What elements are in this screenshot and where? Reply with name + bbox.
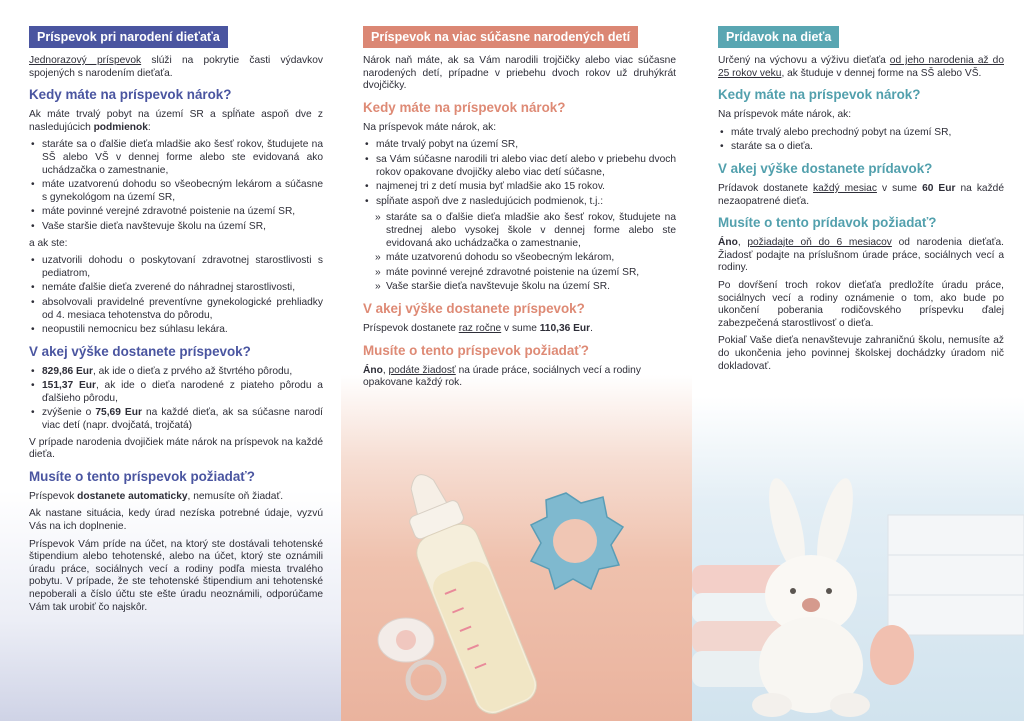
amount-text: , ak ide o dieťa z prvého až štvrtého pôrodu, [92,365,293,377]
paragraph-2: Po dovŕšení troch rokov dieťaťa predložíte úradu práce, sociálnych vecí a rodiny oznámenie o tom, ako bude po ukončení poberania rodičovského príspevku ďalej zabezpečená starostlivosť o dieťa. [718,279,1004,329]
list-item: • staráte sa o dieťa. [718,141,1004,154]
list-item: • máte trvalý pobyt na území SR, [363,139,676,152]
paragraph-3: Pokiaľ Vaše dieťa nenavštevuje zahraničnú školu, nemusíte až do ukončenia jeho povinnej školskej dochádzky úradom nič dokladovať. [718,335,1004,372]
intro-end: , ak študuje v dennej forme na SŠ alebo VŠ. [781,67,982,79]
claim-intro-text: Ak máte trvalý pobyt na území SR a spĺňate aspoň dve z nasledujúcich [29,109,323,133]
apply-post: , nemusíte oň žiadať. [187,490,284,502]
list-item: • sa Vám súčasne narodili tri alebo viac detí alebo v priebehu dvoch rokov opakovane dvojičky alebo viac detí súčasne, [363,154,676,179]
bunny-toy-icon [752,475,870,717]
intro-link: od jeho narodenia až do 25 rokov veku [718,55,1004,79]
amount-value: 151,37 Eur [42,380,96,392]
heading-claim: Kedy máte na príspevok nárok? [718,87,921,103]
apply-pre: Príspevok [29,490,78,502]
claim-intro-bold: podmienok [93,121,148,133]
dresser-icon [888,515,1024,635]
list-item: • máte trvalý alebo prechodný pobyt na území SR, [718,127,1004,140]
conditions-list [29,139,323,233]
amounts-list [29,366,323,433]
subconditions-list [373,212,676,294]
conditions2-list [29,255,323,337]
amount-end: na každé nezaopatrené dieťa. [718,182,1005,207]
column-birth-allowance [0,0,341,721]
column-multiple-births [341,0,692,721]
list-item: » máte uzatvorenú dohodu so všeobecným lekárom, [373,252,676,265]
intro-paragraph [29,55,323,80]
heading-apply: Musíte o tento príspevok požiadať? [29,468,255,484]
baby-bottle-illustration [341,455,692,721]
heading-amount: V akej výške dostanete prídavok? [718,160,933,176]
list-item: » Vaše staršie dieťa navštevuje školu na území SR. [373,281,676,294]
bunny-illustration [692,455,1024,721]
section-tag: Príspevok pri narodení dieťaťa [29,26,228,48]
list-item: • staráte sa o ďalšie dieťa mladšie ako šesť rokov, študujete na SŠ alebo VŠ v dennej forme alebo ste evidovaná ako uchádzačka o zamestnanie, [29,139,323,177]
intro-link: Jednorazový príspevok [29,55,142,66]
pacifier-icon [378,618,444,698]
list-item: » máte povinné verejné zdravotné poistenie na území SR, [373,267,676,280]
intro-paragraph [718,55,1004,80]
apply-paragraph-3: Príspevok Vám príde na účet, na ktorý ste dostávali tehotenské štipendium alebo tehotenské, alebo na účet, ktorý ste oznámili úradu práce, sociálnych vecí a rodiny podľa miesta trvalého pobytu. V prípade, že ste tehotenské štipendium ani tehotenské nepoberali a číslo účtu ste ešte úradu neoznámili, odporúčame Vám tak urobiť čo najskôr. [29,538,323,613]
list-item [29,380,323,405]
amount-text: , ak ide o dieťa narodené z piateho pôrodu a ďalšieho pôrodu, [42,380,323,404]
bottle-icon [389,463,542,719]
column-child-allowance [692,0,1024,721]
amount-value: 75,69 Eur [95,407,142,419]
apply-mid: , [382,364,389,376]
apply-paragraph [718,237,1004,275]
list-item: • absolvovali pravidelné preventívne gynekologické prehliadky od 4. mesiaca tehotenstva do pôrodu, [29,297,323,322]
apply-bold: Áno [718,237,738,249]
amount-value: 829,86 Eur [42,365,93,377]
intro-text: slúži na pokrytie časti výdavkov spojených s narodením dieťaťa. [29,55,323,79]
list-item: • Vaše staršie dieťa navštevuje školu na území SR, [29,221,323,234]
claim-intro: Na príspevok máte nárok, ak: [718,109,852,121]
twins-note: V prípade narodenia dvojičiek máte nárok na príspevok na každé dieťa. [29,436,323,461]
list-item [29,366,323,379]
list-item: • spĺňate aspoň dve z nasledujúcich podmienok, t.j.: [363,196,676,209]
list-item: • máte povinné verejné zdravotné poistenie na území SR, [29,206,323,219]
apply-paragraph [29,491,323,504]
amount-link: raz ročne [458,322,502,334]
amount-value: 110,36 Eur [539,322,591,334]
apply-link: podáte žiadosť [388,364,456,376]
list-item: • uzatvorili dohodu o poskytovaní zdravotnej starostlivosti s pediatrom, [29,255,323,280]
amount-pre: Prídavok dostanete [718,182,814,194]
plush-toy-icon [870,625,914,685]
amount-value: 60 Eur [922,182,956,194]
list-item: • nemáte ďalšie dieťa zverené do náhradnej starostlivosti, [29,282,323,295]
heading-apply: Musíte o tento prídavok požiadať? [718,215,937,231]
apply-paragraph-2: Ak nastane situácia, kedy úrad nezíska potrebné údaje, vyzvú Vás na ich doplnenie. [29,508,323,533]
amount-pre: zvýšenie o [42,407,96,419]
amount-paragraph [363,323,676,336]
claim-intro [29,109,323,134]
apply-end: od narodenia dieťaťa. Žiadosť podajte na príslušnom úrade práce, sociálnych vecí a rodiny. [718,237,1004,274]
amount-link: každý mesiac [813,182,877,194]
conditions-list [718,127,1004,154]
amount-mid: v sume [876,182,923,194]
list-item: • neopustili nemocnicu bez súhlasu lekára. [29,324,323,337]
list-item [29,407,323,432]
list-item: » staráte sa o ďalšie dieťa mladšie ako šesť rokov, študujete na strednej alebo vysokej škole v dennej forme alebo ste evidovaná ako uchádzačka o zamestnanie, [373,212,676,250]
intro-paragraph: Nárok naň máte, ak sa Vám narodili trojčičky alebo viac súčasne narodených detí, prípadne v priebehu dvoch rokov už druhýkrát dvojčičky. [363,55,676,92]
heading-claim: Kedy máte na príspevok nárok? [29,87,232,103]
heading-amount: V akej výške dostanete príspevok? [363,300,585,316]
apply-end: na úrade práce, sociálnych vecí a rodiny opakovane každý rok. [363,364,641,389]
heading-amount: V akej výške dostanete príspevok? [29,343,251,359]
apply-mid: , [737,237,748,249]
amount-paragraph [718,183,1004,208]
claim-intro-end: : [147,121,151,133]
list-item: • máte uzatvorenú dohodu so všeobecným lekárom a súčasne s gynekológom na území SR, [29,179,323,204]
apply-bold: dostanete automaticky [77,490,188,502]
amount-text: na každé dieťa, ak sa súčasne narodí viac detí (napr. dvojčatá, trojčatá) [42,407,323,432]
teether-icon [531,493,623,589]
heading-claim: Kedy máte na príspevok nárok? [363,99,566,115]
claim-intro: Na príspevok máte nárok, ak: [363,121,497,133]
or-label: a ak ste: [29,237,68,249]
amount-mid: v sume [501,322,540,334]
apply-bold: Áno [363,364,383,376]
apply-paragraph [363,365,676,390]
amount-pre: Príspevok dostanete [363,322,459,334]
section-tag: Prídavok na dieťa [718,26,839,48]
intro-pre: Určený na výchovu a výživu dieťaťa [718,55,890,66]
section-tag: Príspevok na viac súčasne narodených detí [363,26,638,48]
list-item: • najmenej tri z detí musia byť mladšie ako 15 rokov. [363,181,676,194]
heading-apply: Musíte o tento príspevok požiadať? [363,342,589,358]
conditions-list [363,139,676,208]
amount-end: . [590,322,593,334]
apply-link: požiadajte oň do 6 mesiacov [747,237,892,249]
